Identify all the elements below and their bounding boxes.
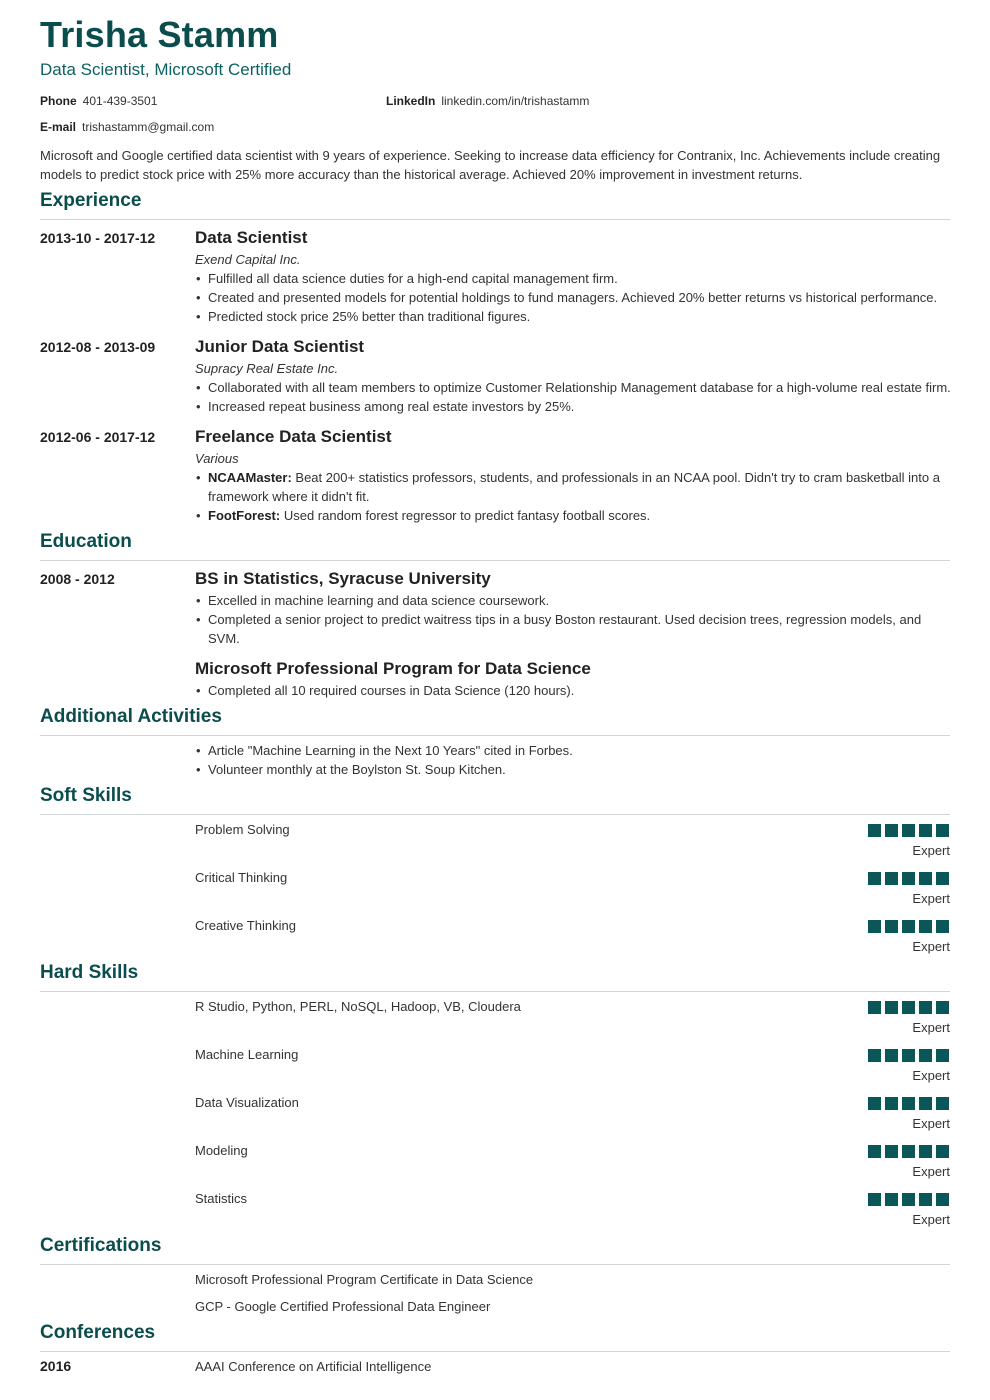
phone-value: 401-439-3501: [82, 94, 158, 108]
rating-square: [885, 1049, 898, 1062]
contact-phone: [40, 94, 157, 108]
rating-square: [885, 1097, 898, 1110]
rating-square: [868, 872, 881, 885]
job-title: Junior Data Scientist: [195, 337, 365, 356]
rating-square: [936, 1193, 949, 1206]
skill-level: Expert: [912, 1020, 950, 1035]
bullet-item: • Completed a senior project to predict waitress tips in a busy Boston restaurant. Used decision trees, regression models, and SVM.: [195, 610, 955, 648]
rating-square: [919, 1145, 932, 1158]
job-company: Supracy Real Estate Inc.: [195, 361, 339, 376]
rating-square: [936, 920, 949, 933]
project-name: FootForest:: [208, 508, 281, 523]
education-bullets: [195, 681, 955, 700]
section-heading-activities: Additional Activities: [40, 706, 950, 736]
rating-square: [919, 1001, 932, 1014]
program-title: Microsoft Professional Program for Data Science: [195, 659, 591, 678]
section-heading-soft-skills: Soft Skills: [40, 785, 950, 815]
rating-square: [868, 1145, 881, 1158]
skill-name: Problem Solving: [195, 822, 290, 837]
section-heading-certifications: Certifications: [40, 1235, 950, 1265]
bullet-item: [195, 468, 955, 506]
email-label: E-mail: [40, 120, 77, 134]
job-dates: 2012-08 - 2013-09: [40, 339, 156, 355]
skill-rating: [868, 824, 950, 837]
rating-square: [902, 1145, 915, 1158]
section-heading-experience: Experience: [40, 190, 950, 220]
skill-rating: [868, 1001, 950, 1014]
rating-square: [902, 1049, 915, 1062]
job-dates: 2012-06 - 2017-12: [40, 429, 156, 445]
rating-square: [902, 872, 915, 885]
conference-year: 2016: [40, 1358, 72, 1374]
education-bullets: [195, 591, 955, 648]
skill-level: Expert: [912, 843, 950, 858]
rating-square: [936, 872, 949, 885]
skill-name: Data Visualization: [195, 1095, 299, 1110]
contact-email: [40, 120, 214, 134]
skill-name: Statistics: [195, 1191, 248, 1206]
bullet-item: • Completed all 10 required courses in Data Science (120 hours).: [195, 681, 955, 700]
rating-square: [868, 920, 881, 933]
rating-square: [868, 1193, 881, 1206]
skill-rating: [868, 1049, 950, 1062]
section-heading-hard-skills: Hard Skills: [40, 962, 950, 992]
skill-rating: [868, 872, 950, 885]
rating-square: [919, 1049, 932, 1062]
skill-level: Expert: [912, 891, 950, 906]
bullet-item: • Created and presented models for potential holdings to fund managers. Achieved 20% better returns vs historical performance.: [195, 288, 955, 307]
job-company: Various: [195, 451, 239, 466]
rating-square: [885, 1193, 898, 1206]
bullet-item: [195, 506, 955, 525]
rating-square: [936, 1001, 949, 1014]
bullet-item: • Predicted stock price 25% better than traditional figures.: [195, 307, 955, 326]
linkedin-value[interactable]: linkedin.com/in/trishastamm: [441, 94, 590, 108]
job-dates: 2013-10 - 2017-12: [40, 230, 156, 246]
skill-name: Critical Thinking: [195, 870, 288, 885]
rating-square: [902, 1001, 915, 1014]
bullet-item: • Collaborated with all team members to optimize Customer Relationship Management database for a high-volume real estate firm.: [195, 378, 955, 397]
job-title: Freelance Data Scientist: [195, 427, 392, 446]
skill-rating: [868, 1097, 950, 1110]
project-name: NCAAMaster:: [208, 470, 292, 485]
rating-square: [919, 1097, 932, 1110]
candidate-title: Data Scientist, Microsoft Certified: [40, 60, 292, 79]
rating-square: [902, 1097, 915, 1110]
rating-square: [919, 1193, 932, 1206]
job-company: Exend Capital Inc.: [195, 252, 301, 267]
job-bullets: [195, 468, 955, 525]
skill-name: Modeling: [195, 1143, 248, 1158]
candidate-name: Trisha Stamm: [40, 14, 279, 55]
rating-square: [868, 1001, 881, 1014]
rating-square: [936, 1145, 949, 1158]
linkedin-label: LinkedIn: [386, 94, 436, 108]
phone-label: Phone: [40, 94, 77, 108]
job-bullets: [195, 269, 955, 326]
rating-square: [902, 1193, 915, 1206]
email-value[interactable]: trishastamm@gmail.com: [82, 120, 215, 134]
rating-square: [885, 920, 898, 933]
project-description: Beat 200+ statistics professors, students, and professionals in an NCAA pool. Didn't try to cram basketball into a framework where it didn't fit.: [208, 470, 940, 504]
bullet-item: • Increased repeat business among real estate investors by 25%.: [195, 397, 955, 416]
job-title: Data Scientist: [195, 228, 308, 247]
summary-paragraph: Microsoft and Google certified data scientist with 9 years of experience. Seeking to increase data efficiency for Contranix, Inc. Achievements include creating models to predict stock price with 25% more accuracy than the historical average. Achieved 20% improvement in investment returns.: [40, 148, 941, 182]
degree-title: BS in Statistics, Syracuse University: [195, 569, 491, 588]
rating-square: [885, 824, 898, 837]
skill-rating: [868, 1145, 950, 1158]
bullet-item: • Article "Machine Learning in the Next 10 Years" cited in Forbes.: [195, 741, 955, 760]
rating-square: [868, 824, 881, 837]
conference-name: AAAI Conference on Artificial Intelligence: [195, 1359, 432, 1374]
skill-name: R Studio, Python, PERL, NoSQL, Hadoop, VB, Cloudera: [195, 999, 521, 1014]
rating-square: [919, 824, 932, 837]
skill-level: Expert: [912, 1068, 950, 1083]
skill-level: Expert: [912, 939, 950, 954]
rating-square: [868, 1049, 881, 1062]
contact-linkedin: [386, 94, 589, 108]
bullet-item: • Excelled in machine learning and data science coursework.: [195, 591, 955, 610]
rating-square: [936, 824, 949, 837]
rating-square: [936, 1097, 949, 1110]
skill-name: Machine Learning: [195, 1047, 299, 1062]
project-description: Used random forest regressor to predict fantasy football scores.: [280, 508, 651, 523]
skill-name: Creative Thinking: [195, 918, 296, 933]
rating-square: [885, 872, 898, 885]
activities-bullets: [195, 741, 955, 779]
certification-item: Microsoft Professional Program Certificate in Data Science: [195, 1272, 534, 1287]
certification-item: GCP - Google Certified Professional Data Engineer: [195, 1299, 491, 1314]
skill-level: Expert: [912, 1164, 950, 1179]
job-bullets: [195, 378, 955, 416]
section-heading-education: Education: [40, 531, 950, 561]
section-heading-conferences: Conferences: [40, 1322, 950, 1352]
education-dates: 2008 - 2012: [40, 571, 115, 587]
rating-square: [919, 872, 932, 885]
bullet-item: • Fulfilled all data science duties for a high-end capital management firm.: [195, 269, 955, 288]
rating-square: [902, 920, 915, 933]
skill-level: Expert: [912, 1116, 950, 1131]
skill-level: Expert: [912, 1212, 950, 1227]
bullet-item: • Volunteer monthly at the Boylston St. Soup Kitchen.: [195, 760, 955, 779]
skill-rating: [868, 920, 950, 933]
rating-square: [919, 920, 932, 933]
rating-square: [885, 1145, 898, 1158]
rating-square: [868, 1097, 881, 1110]
rating-square: [902, 824, 915, 837]
skill-rating: [868, 1193, 950, 1206]
rating-square: [936, 1049, 949, 1062]
rating-square: [885, 1001, 898, 1014]
